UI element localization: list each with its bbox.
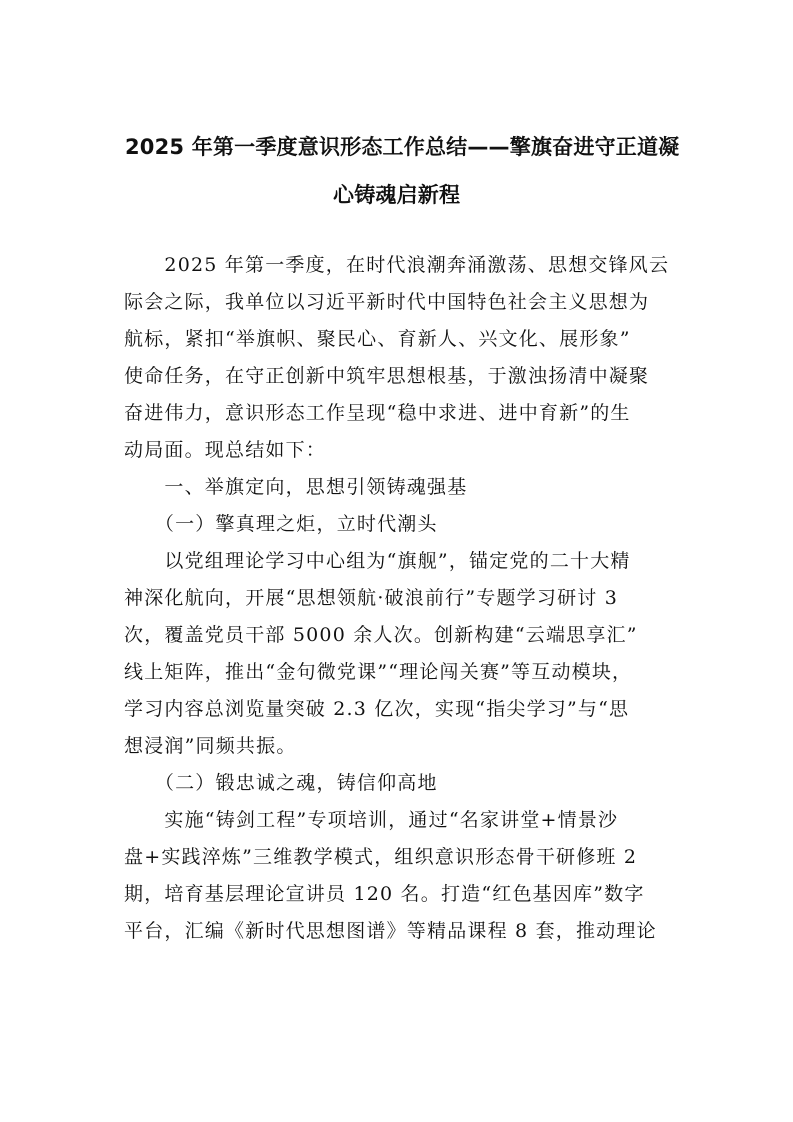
section-heading: 一、举旗定向，思想引领铸魂强基 — [124, 476, 468, 498]
paragraph-line: 学习内容总浏览量突破 2.3 亿次，实现“指尖学习”与“思 — [124, 698, 630, 720]
paragraph-line: 以党组理论学习中心组为“旗舰”，锚定党的二十大精 — [124, 550, 631, 572]
paragraph-line: 想浸润”同频共振。 — [124, 735, 297, 757]
paragraph-line: 实施“铸剑工程”专项培训，通过“名家讲堂+情景沙 — [124, 809, 619, 831]
paragraph-line: 际会之际，我单位以习近平新时代中国特色社会主义思想为 — [124, 291, 650, 313]
paragraph-line: 航标，紧扣“举旗帜、聚民心、育新人、兴文化、展形象” — [124, 328, 631, 350]
paragraph-line: 线上矩阵，推出“金句微党课”“理论闯关赛”等互动模块， — [124, 661, 633, 683]
paragraph-line: 使命任务，在守正创新中筑牢思想根基，于激浊扬清中凝聚 — [124, 365, 650, 387]
subsection-heading: （二）锻忠诚之魂，铸信仰高地 — [124, 772, 438, 794]
paragraph-line: 盘+实践淬炼”三维教学模式，组织意识形态骨干研修班 2 — [124, 846, 638, 868]
document-title-line-2: 心铸魂启新程 — [333, 183, 461, 207]
document-title-line-1: 2025 年第一季度意识形态工作总结——擎旗奋进守正道凝 — [125, 135, 680, 159]
subsection-heading: （一）擎真理之炬，立时代潮头 — [124, 513, 438, 535]
paragraph-line: 平台，汇编《新时代思想图谱》等精品课程 8 套，推动理论 — [124, 920, 657, 942]
paragraph-line: 期，培育基层理论宣讲员 120 名。打造“红色基因库”数字 — [124, 883, 645, 905]
paragraph-line: 2025 年第一季度，在时代浪潮奔涌激荡、思想交锋风云 — [124, 254, 670, 276]
paragraph-line: 次，覆盖党员干部 5000 余人次。创新构建“云端思享汇” — [124, 624, 638, 646]
paragraph-line: 动局面。现总结如下： — [124, 439, 327, 461]
paragraph-line: 神深化航向，开展“思想领航·破浪前行”专题学习研讨 3 — [124, 587, 618, 609]
paragraph-line: 奋进伟力，意识形态工作呈现“稳中求进、进中育新”的生 — [124, 402, 631, 424]
